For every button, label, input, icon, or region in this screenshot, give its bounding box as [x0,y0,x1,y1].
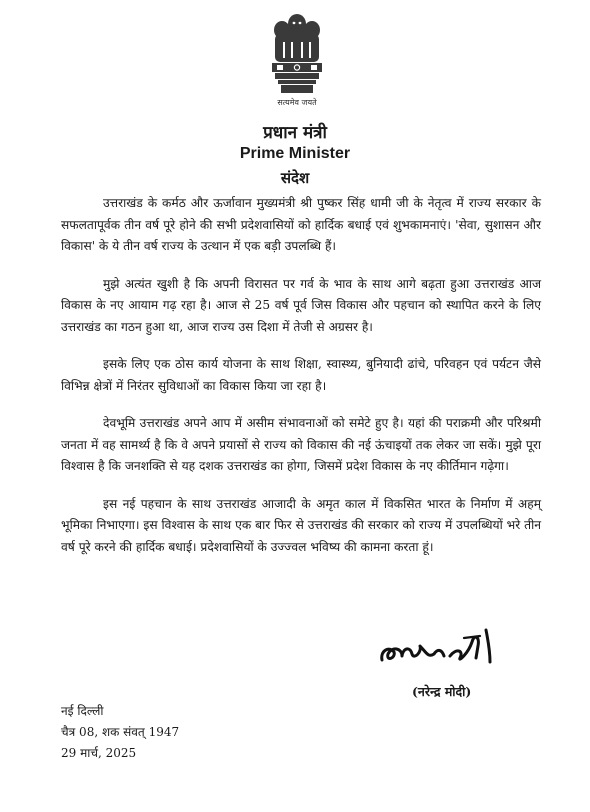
national-motto: सत्यमेव जयते [277,98,317,107]
paragraph: देवभूमि उत्तराखंड अपने आप में असीम संभावनाओं को समेटे हुए है। यहां की पराक्रमी और परिश्रमी जनता में वह सामर्थ्य है कि वे अपने प्रयासों से राज्य को विकास की नई ऊंचाइयों तक लेकर जा सकें। मुझे पूरा विश्वास है कि जनशक्ति से यह दशक उत्तराखंड का होगा, जिसमें प्रदेश विकास के नए कीर्तिमान गढ़ेगा। [61,416,541,473]
office-title-hindi: प्रधान मंत्री [263,123,327,143]
signatory-name: (नरेन्द्र मोदी) [412,684,472,699]
paragraph: इस नई पहचान के साथ उत्तराखंड आजादी के अमृत काल में विकसित भारत के निर्माण में अहम् भूमिका निभाएगा। इस विश्वास के साथ एक बार फिर से उत्तराखंड की सरकार को राज्य में उपलब्धियों भरे तीन वर्ष पूरे करने की हार्दिक बधाई। प्रदेशवासियों के उज्ज्वल भविष्य की कामना करता हूं। [61,496,541,554]
paragraph: इसके लिए एक ठोस कार्य योजना के साथ शिक्षा, स्वास्थ्य, बुनियादी ढांचे, परिवहन एवं पर्यटन जैसे विभिन्न क्षेत्रों में निरंतर सुविधाओं का विकास किया जा रहा है। [61,357,541,393]
dateline [61,701,179,764]
office-title-english: Prime Minister [239,145,351,162]
state-emblem-icon [261,10,333,110]
message-body [61,193,541,574]
handwritten-signature [376,612,516,672]
place-name: नई दिल्ली [61,704,104,718]
gregorian-date: 29 मार्च, 2025 [61,746,137,760]
saka-date: चैत्र 08, शक संवत् 1947 [61,725,180,739]
paragraph: उत्तराखंड के कर्मठ और ऊर्जावान मुख्यमंत्री श्री पुष्कर सिंह धामी जी के नेतृत्व में राज्य सरकार के सफलतापूर्वक तीन वर्ष पूरे होने की सभी प्रदेशवासियों को हार्दिक बधाई एवं शुभकामनाएं। 'सेवा, सुशासन और विकास' के ये तीन वर्ष राज्य के उत्थान में एक बड़ी उपलब्धि हैं। [61,196,541,253]
message-heading: संदेश [280,169,310,187]
paragraph: मुझे अत्यंत खुशी है कि अपनी विरासत पर गर्व के भाव के साथ आगे बढ़ता हुआ उत्तराखंड आज विकास के नए आयाम गढ़ रहा है। आज से 25 वर्ष पूर्व जिस विकास और पहचान को स्थापित करने के लिए उत्तराखंड का गठन हुआ था, आज राज्य उस दिशा में तेजी से अग्रसर है। [61,276,541,334]
